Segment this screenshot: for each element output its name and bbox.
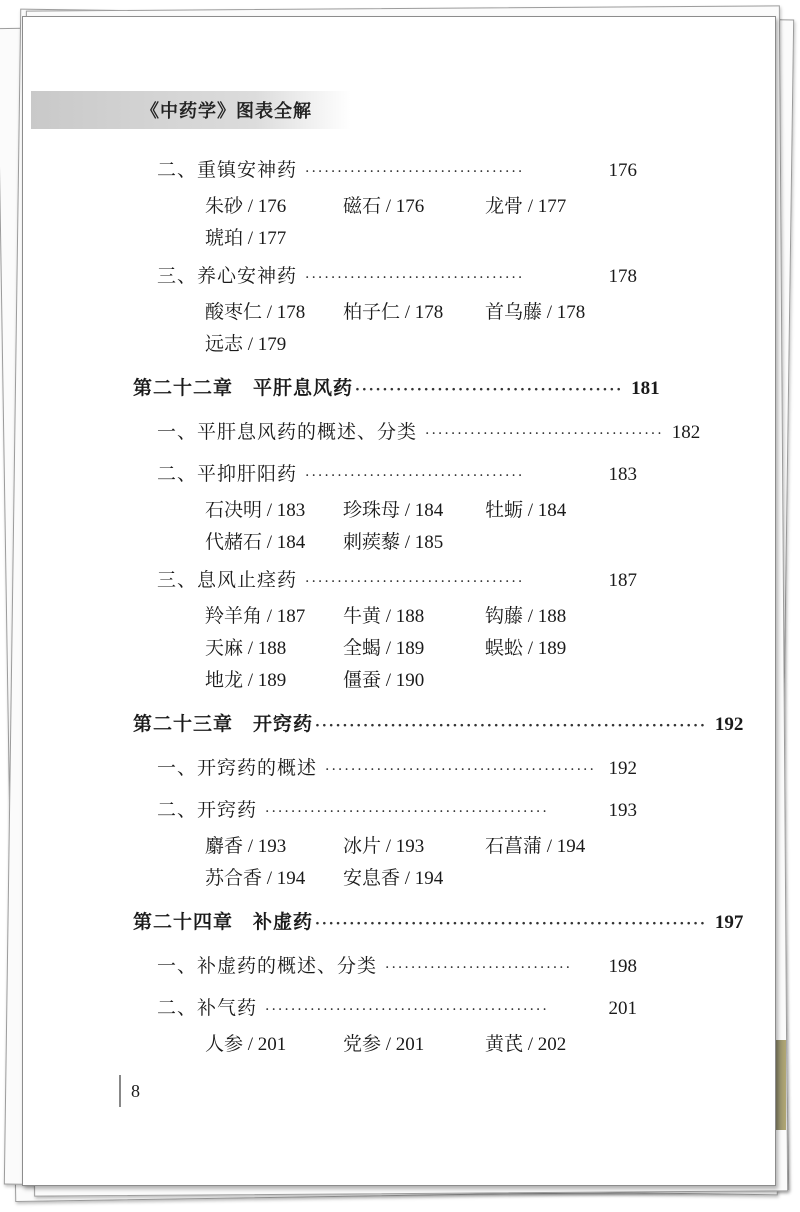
separator: /	[262, 302, 277, 323]
herb-name: 磁石	[343, 195, 382, 217]
separator: /	[381, 196, 396, 217]
entry-label: 三、息风止痉药	[157, 569, 298, 591]
toc-entry[interactable]	[157, 953, 637, 981]
herb-page: 189	[257, 670, 287, 691]
chapter-entry[interactable]	[133, 375, 660, 403]
separator: /	[262, 532, 277, 553]
herb-name: 刺蒺藜	[343, 531, 401, 553]
dot-leader: ············································	[265, 1002, 549, 1018]
herb-entry[interactable]	[205, 497, 305, 524]
herb-page: 184	[537, 500, 567, 521]
dot-leader: ·····································	[425, 426, 664, 442]
separator: /	[542, 836, 557, 857]
herb-name: 苏合香	[205, 867, 263, 889]
herb-entry[interactable]	[343, 193, 424, 220]
entry-label: 二、平抑肝阳药	[157, 463, 298, 485]
separator: /	[400, 302, 415, 323]
herb-name: 牛黄	[343, 605, 382, 627]
separator: /	[243, 228, 258, 249]
herb-entry[interactable]	[205, 603, 305, 630]
page-ref: 187	[608, 570, 637, 591]
herb-name: 首乌藤	[485, 301, 543, 323]
herb-page: 185	[414, 532, 444, 553]
herb-page: 193	[395, 836, 425, 857]
separator: /	[243, 1034, 258, 1055]
herb-name: 朱砂	[205, 195, 244, 217]
herb-page: 194	[414, 868, 444, 889]
herb-name: 僵蚕	[343, 669, 382, 691]
herb-entry[interactable]	[485, 603, 566, 630]
dot-leader: ··································	[305, 468, 525, 484]
toc-entry[interactable]	[157, 567, 637, 595]
herb-page: 193	[257, 836, 287, 857]
separator: /	[243, 670, 258, 691]
chapter-label: 第二十三章 开窍药	[133, 713, 314, 735]
herb-page: 188	[257, 638, 287, 659]
herb-entry[interactable]	[205, 331, 286, 358]
herb-page: 183	[276, 500, 306, 521]
dot-leader: ············································	[265, 804, 549, 820]
herb-name: 黄芪	[485, 1033, 524, 1055]
separator: /	[243, 638, 258, 659]
herb-entry[interactable]	[343, 635, 424, 662]
chapter-entry[interactable]	[133, 909, 744, 937]
dot-leader: ·····························	[385, 960, 573, 976]
herb-name: 酸枣仁	[205, 301, 263, 323]
herb-name: 蜈蚣	[485, 637, 524, 659]
herb-entry[interactable]	[485, 833, 585, 860]
herb-entry[interactable]	[485, 299, 585, 326]
herb-page: 184	[414, 500, 444, 521]
herb-name: 石菖蒲	[485, 835, 543, 857]
herb-page: 178	[276, 302, 306, 323]
herb-page: 194	[556, 836, 586, 857]
toc-entry[interactable]	[157, 755, 637, 783]
toc-entry[interactable]	[157, 461, 637, 489]
herb-name: 地龙	[205, 669, 244, 691]
herb-name: 羚羊角	[205, 605, 263, 627]
herb-name: 钩藤	[485, 605, 524, 627]
herb-entry[interactable]	[343, 865, 443, 892]
separator: /	[523, 196, 538, 217]
herb-name: 天麻	[205, 637, 244, 659]
herb-entry[interactable]	[343, 667, 424, 694]
herb-name: 琥珀	[205, 227, 244, 249]
separator: /	[262, 500, 277, 521]
herb-page: 179	[257, 334, 287, 355]
toc-entry[interactable]	[157, 419, 701, 447]
herb-page: 190	[395, 670, 425, 691]
herb-name: 人参	[205, 1033, 244, 1055]
separator: /	[400, 532, 415, 553]
herb-name: 龙骨	[485, 195, 524, 217]
page-ref: 192	[608, 758, 637, 779]
herb-entry[interactable]	[343, 299, 443, 326]
herb-page: 184	[276, 532, 306, 553]
entry-label: 一、补虚药的概述、分类	[157, 955, 378, 977]
herb-page: 177	[257, 228, 287, 249]
herb-entry[interactable]	[205, 225, 286, 252]
herb-page: 202	[537, 1034, 567, 1055]
page-ref: 176	[608, 160, 637, 181]
separator: /	[400, 500, 415, 521]
entry-label: 一、平肝息风药的概述、分类	[157, 421, 418, 443]
separator: /	[381, 638, 396, 659]
separator: /	[381, 836, 396, 857]
dot-leader: ··································	[305, 574, 525, 590]
herb-entry[interactable]	[343, 833, 424, 860]
separator: /	[542, 302, 557, 323]
dot-leader: ·························································	[315, 718, 707, 734]
separator: /	[381, 1034, 396, 1055]
dot-leader: ··········································	[325, 762, 596, 778]
herb-page: 194	[276, 868, 306, 889]
separator: /	[523, 1034, 538, 1055]
herb-entry[interactable]	[205, 833, 286, 860]
toc-page	[22, 16, 776, 1186]
herb-name: 冰片	[343, 835, 382, 857]
herb-name: 麝香	[205, 835, 244, 857]
herb-page: 178	[414, 302, 444, 323]
dot-leader: ·························································	[315, 916, 707, 932]
herb-entry[interactable]	[205, 529, 305, 556]
herb-name: 珍珠母	[343, 499, 401, 521]
entry-label: 二、补气药	[157, 997, 258, 1019]
page-ref: 181	[631, 378, 660, 399]
herb-name: 牡蛎	[485, 499, 524, 521]
footer-rule	[119, 1075, 121, 1107]
separator: /	[262, 868, 277, 889]
herb-page: 188	[395, 606, 425, 627]
herb-name: 代赭石	[205, 531, 263, 553]
separator: /	[523, 500, 538, 521]
herb-entry[interactable]	[485, 635, 566, 662]
running-header	[31, 91, 351, 129]
herb-name: 安息香	[343, 867, 401, 889]
herb-page: 201	[257, 1034, 287, 1055]
herb-page: 176	[257, 196, 287, 217]
herb-name: 党参	[343, 1033, 382, 1055]
entry-label: 二、开窍药	[157, 799, 258, 821]
entry-label: 三、养心安神药	[157, 265, 298, 287]
chapter-label: 第二十二章 平肝息风药	[133, 377, 354, 399]
herb-entry[interactable]	[485, 1031, 566, 1058]
toc-entry[interactable]	[157, 263, 637, 291]
separator: /	[381, 670, 396, 691]
separator: /	[262, 606, 277, 627]
herb-page: 177	[537, 196, 567, 217]
herb-page: 188	[537, 606, 567, 627]
page-ref: 183	[608, 464, 637, 485]
dot-leader: ·······································	[355, 382, 624, 398]
herb-page: 178	[556, 302, 586, 323]
dot-leader: ··································	[305, 164, 525, 180]
herb-entry[interactable]	[205, 635, 286, 662]
separator: /	[400, 868, 415, 889]
page-ref: 178	[608, 266, 637, 287]
herb-name: 石决明	[205, 499, 263, 521]
herb-entry[interactable]	[205, 667, 286, 694]
entry-label: 二、重镇安神药	[157, 159, 298, 181]
separator: /	[243, 334, 258, 355]
page-ref: 192	[714, 714, 744, 735]
herb-entry[interactable]	[343, 497, 443, 524]
herb-entry[interactable]	[343, 1031, 424, 1058]
book-title: 《中药学》图表全解	[141, 101, 312, 122]
herb-page: 189	[537, 638, 567, 659]
herb-entry[interactable]	[485, 193, 566, 220]
separator: /	[523, 638, 538, 659]
page-number: 8	[131, 1081, 140, 1101]
herb-entry[interactable]	[485, 497, 566, 524]
herb-entry[interactable]	[205, 299, 305, 326]
chapter-entry[interactable]	[133, 711, 744, 739]
separator: /	[243, 836, 258, 857]
toc-entry[interactable]	[157, 797, 637, 825]
toc-entry[interactable]	[157, 157, 637, 185]
separator: /	[381, 606, 396, 627]
herb-name: 全蝎	[343, 637, 382, 659]
page-ref: 197	[714, 912, 744, 933]
page-ref: 182	[671, 422, 701, 443]
chapter-label: 第二十四章 补虚药	[133, 911, 314, 933]
herb-page: 176	[395, 196, 425, 217]
herb-name: 柏子仁	[343, 301, 401, 323]
herb-name: 远志	[205, 333, 244, 355]
herb-page: 201	[395, 1034, 425, 1055]
herb-entry[interactable]	[205, 865, 305, 892]
page-ref: 201	[608, 998, 637, 1019]
herb-entry[interactable]	[343, 529, 443, 556]
herb-page: 187	[276, 606, 306, 627]
dot-leader: ··································	[305, 270, 525, 286]
entry-label: 一、开窍药的概述	[157, 757, 318, 779]
herb-entry[interactable]	[205, 193, 286, 220]
page-ref: 193	[608, 800, 637, 821]
herb-entry[interactable]	[205, 1031, 286, 1058]
toc-entry[interactable]	[157, 995, 637, 1023]
herb-entry[interactable]	[343, 603, 424, 630]
separator: /	[243, 196, 258, 217]
page-ref: 198	[608, 956, 637, 977]
herb-page: 189	[395, 638, 425, 659]
separator: /	[523, 606, 538, 627]
